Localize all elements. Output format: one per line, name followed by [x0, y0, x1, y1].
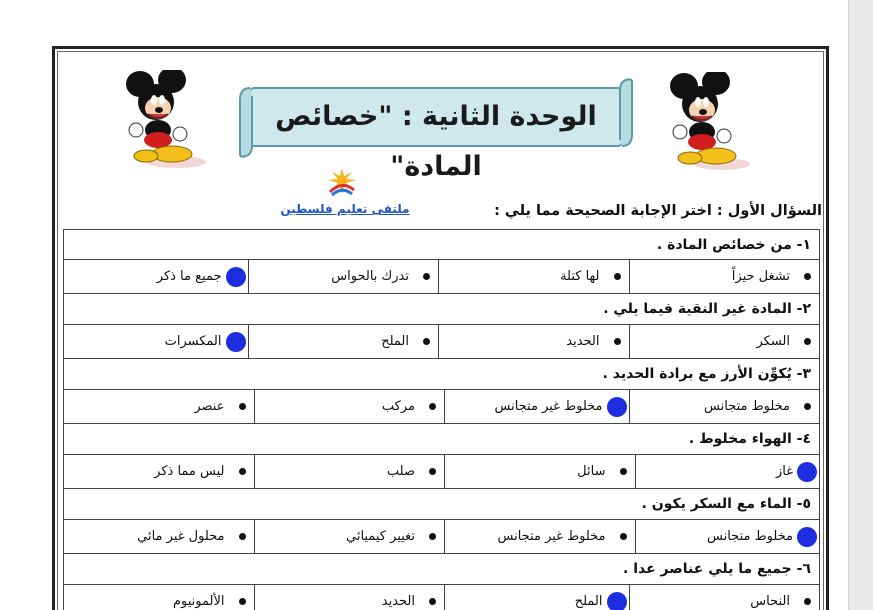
question-prompt: ٤- الهواء مخلوط .: [63, 424, 820, 455]
unit-title: الوحدة الثانية : "خصائص المادة": [275, 101, 597, 182]
question-prompt: ٥- الماء مع السكر يكون .: [63, 489, 820, 520]
option-label: لها كتلة: [560, 269, 600, 284]
selected-answer-icon: [797, 527, 817, 547]
question-prompt: ٦- جميع ما يلي عناصر عدا .: [63, 554, 820, 585]
question-prompt: ٢- المادة غير النقية فيما يلي .: [63, 294, 820, 325]
option-label: الحديد: [566, 334, 600, 349]
question-prompt: ١- من خصائص المادة .: [63, 229, 820, 260]
bullet-icon: [239, 468, 246, 475]
option-cell[interactable]: [64, 390, 254, 423]
option-cell[interactable]: [64, 520, 254, 553]
option-cell[interactable]: [629, 390, 820, 423]
bullet-icon: [429, 533, 436, 540]
option-cell[interactable]: [254, 455, 445, 488]
option-label: تدرك بالحواس: [331, 269, 409, 284]
option-cell[interactable]: [64, 585, 254, 610]
bullet-icon: [620, 468, 627, 475]
bullet-icon: [614, 338, 621, 345]
bullet-icon: [429, 598, 436, 605]
option-cell[interactable]: [444, 520, 635, 553]
option-label: سائل: [577, 464, 606, 479]
viewer-side-strip: [848, 0, 873, 610]
option-label: مخلوط متجانس: [707, 529, 793, 544]
option-label: مخلوط غير متجانس: [494, 399, 603, 414]
options-row: [63, 325, 820, 359]
options-row: [63, 260, 820, 294]
option-label: النحاس: [750, 594, 790, 609]
bullet-icon: [804, 338, 811, 345]
option-cell[interactable]: [629, 585, 820, 610]
mickey-mouse-icon: [660, 72, 750, 172]
option-label: السكر: [756, 334, 790, 349]
option-cell[interactable]: [629, 260, 820, 293]
forum-logo-icon: [324, 166, 360, 198]
bullet-icon: [239, 533, 246, 540]
bullet-icon: [620, 533, 627, 540]
bullet-icon: [804, 403, 811, 410]
selected-answer-icon: [607, 397, 627, 417]
option-cell[interactable]: [254, 520, 445, 553]
bullet-icon: [239, 403, 246, 410]
bullet-icon: [423, 273, 430, 280]
bullet-icon: [614, 273, 621, 280]
option-label: محلول غير مائي: [137, 529, 225, 544]
selected-answer-icon: [607, 592, 627, 610]
option-cell[interactable]: [248, 260, 439, 293]
options-row: [63, 520, 820, 554]
option-label: تغيير كيميائي: [345, 529, 415, 544]
option-cell-selected[interactable]: [635, 520, 820, 553]
questions-table: [63, 229, 820, 610]
options-row: [63, 455, 820, 489]
option-label: عنصر: [194, 399, 225, 414]
option-cell-selected[interactable]: [444, 585, 629, 610]
mickey-mouse-icon: [118, 70, 208, 170]
option-cell[interactable]: [248, 325, 439, 358]
option-label: المكسرات: [164, 334, 222, 349]
option-cell[interactable]: [64, 455, 254, 488]
bullet-icon: [239, 598, 246, 605]
option-label: الحديد: [381, 594, 415, 609]
option-cell[interactable]: [629, 325, 820, 358]
option-cell-selected[interactable]: [444, 390, 629, 423]
option-cell[interactable]: [254, 585, 445, 610]
forum-logo-text[interactable]: ملتقى تعليم فلسطين: [280, 202, 410, 216]
option-label: الملح: [574, 594, 603, 609]
bullet-icon: [804, 598, 811, 605]
option-label: غاز: [775, 464, 793, 479]
option-label: الملح: [381, 334, 409, 349]
option-cell-selected[interactable]: [64, 325, 248, 358]
bullet-icon: [429, 468, 436, 475]
option-cell[interactable]: [438, 325, 629, 358]
option-cell[interactable]: [444, 455, 635, 488]
option-cell-selected[interactable]: [635, 455, 820, 488]
selected-answer-icon: [797, 462, 817, 482]
option-cell-selected[interactable]: [64, 260, 248, 293]
question-heading: السؤال الأول : اختر الإجابة الصحيحة مما يلي :: [494, 203, 822, 219]
bullet-icon: [423, 338, 430, 345]
bullet-icon: [429, 403, 436, 410]
option-label: جميع ما ذكر: [156, 269, 222, 284]
option-label: مخلوط متجانس: [704, 399, 790, 414]
question-prompt: ٣- يُكوِّن الأرز مع برادة الحديد .: [63, 359, 820, 390]
option-label: تشغل حيزاً: [731, 269, 790, 284]
option-label: الألمونيوم: [172, 594, 225, 609]
options-row: [63, 390, 820, 424]
selected-answer-icon: [226, 332, 246, 352]
selected-answer-icon: [226, 267, 246, 287]
options-row: [63, 585, 820, 610]
option-label: مركب: [381, 399, 415, 414]
option-cell[interactable]: [438, 260, 629, 293]
bullet-icon: [804, 273, 811, 280]
option-label: مخلوط غير متجانس: [497, 529, 606, 544]
option-label: صلب: [386, 464, 415, 479]
option-label: ليس مما ذكر: [154, 464, 225, 479]
option-cell[interactable]: [254, 390, 445, 423]
